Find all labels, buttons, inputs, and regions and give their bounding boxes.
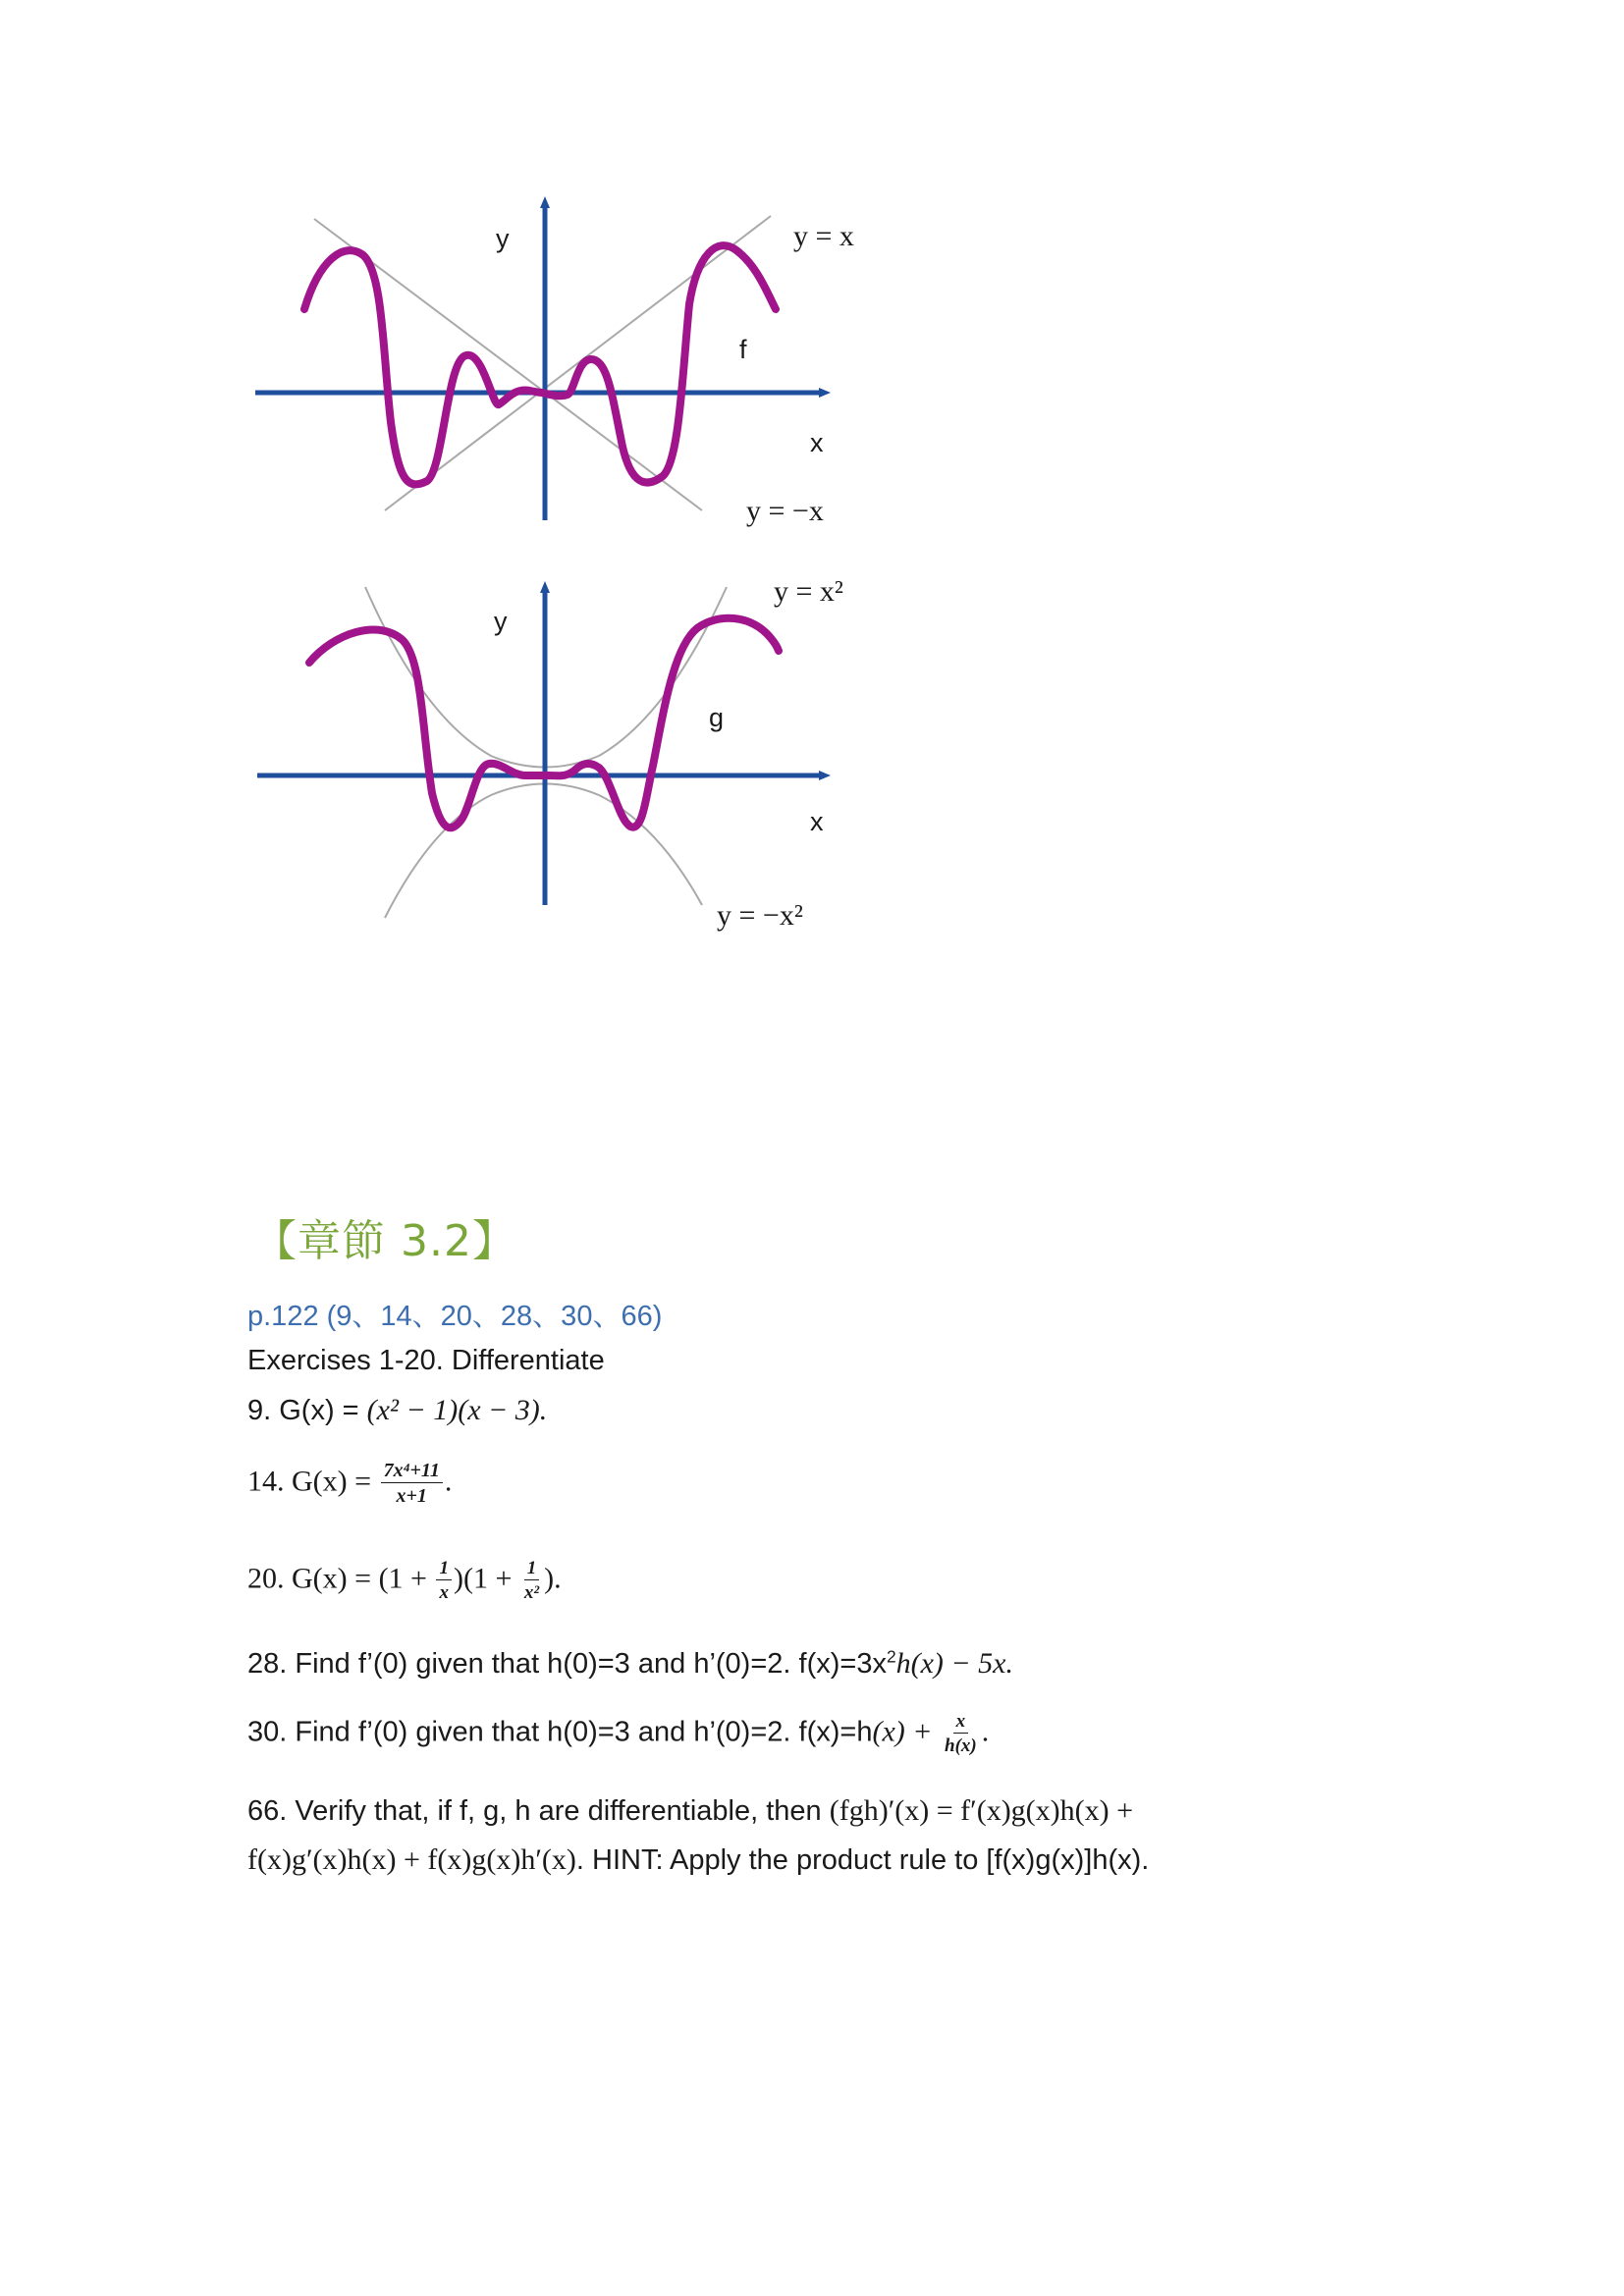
graph2-parab-pos-text: y = x² <box>774 575 843 608</box>
exercise-14-suffix: . <box>444 1465 453 1498</box>
exercise-20-prefix: 20. G(x) = (1 + <box>247 1562 435 1595</box>
x-axis-arrow-icon <box>819 388 831 398</box>
exercise-20-mid: )(1 + <box>453 1562 519 1595</box>
exercise-14-prefix: 14. G(x) = <box>247 1465 379 1498</box>
section-title: 【章節 3.2】 <box>253 1216 516 1266</box>
exercise-28 <box>247 1647 1013 1681</box>
graph2-parab-neg-label <box>717 899 803 932</box>
exercises-intro: Exercises 1-20. Differentiate <box>247 1345 605 1376</box>
exercise-20-f2-numerator: 1 <box>524 1559 540 1580</box>
exercise-20 <box>247 1559 562 1602</box>
graph2-y-label: y <box>494 607 508 636</box>
graph2-parab-neg-text: y = −x² <box>717 899 803 932</box>
exercise-30-text: 30. Find f’(0) given that h(0)=3 and h’(0)=2. f(x)=h <box>247 1716 873 1748</box>
exercise-28-expr: h(x) − 5x. <box>895 1647 1013 1680</box>
exercise-9-expr: (x² − 1)(x − 3). <box>366 1394 548 1426</box>
exercise-20-f1-numerator: 1 <box>436 1559 452 1580</box>
y-axis-arrow-icon <box>540 196 550 208</box>
graph2-parab-pos-label <box>774 575 843 608</box>
graph2-curve-label: g <box>709 703 725 732</box>
graph1-line-neg-label: y = −x <box>746 495 824 527</box>
exercise-66-math-2: f(x)g′(x)h(x) + f(x)g(x)h′(x) <box>247 1843 576 1876</box>
exercise-30-expr: (x) + <box>872 1715 940 1748</box>
pages-reference: p.122 (9、14、20、28、30、66) <box>247 1301 663 1332</box>
exercise-30-suffix: . <box>981 1715 990 1748</box>
graph1-line-pos-label: y = x <box>793 220 854 252</box>
exercise-20-suffix: ). <box>544 1562 562 1595</box>
exercise-14 <box>247 1461 452 1506</box>
exercise-20-f2-denominator: x² <box>523 1582 540 1603</box>
exercise-9 <box>247 1394 547 1427</box>
graph-f-between-lines <box>236 187 923 540</box>
exercise-20-f1-denominator: x <box>439 1582 449 1603</box>
exercise-30-numerator: x <box>953 1712 969 1734</box>
guide-line-y-equals-x <box>385 216 771 510</box>
graph2-x-label: x <box>810 807 824 836</box>
exercise-66-line-2 <box>247 1843 1149 1877</box>
exercise-66-math-1: (fgh)′(x) = f′(x)g(x)h(x) + <box>829 1794 1134 1827</box>
exercise-66-line-1 <box>247 1794 1133 1828</box>
exercise-66-text-1: 66. Verify that, if f, g, h are differentiable, then <box>247 1795 830 1827</box>
y-axis-arrow-icon <box>540 581 550 593</box>
graph1-curve-label: f <box>739 335 747 364</box>
exercise-30 <box>247 1712 989 1755</box>
exercise-28-text: 28. Find f’(0) given that h(0)=3 and h’(0)=2. f(x)=3x <box>247 1648 887 1680</box>
curve-f <box>304 245 776 484</box>
exercise-30-fraction <box>942 1712 980 1755</box>
exercise-14-fraction <box>381 1461 443 1506</box>
exercise-9-prefix: 9. G(x) = <box>247 1395 367 1426</box>
graph1-x-label: x <box>810 428 824 457</box>
exercise-28-sup: 2 <box>886 1646 896 1667</box>
exercise-20-fraction-1 <box>436 1559 452 1602</box>
exercise-66-text-2: . HINT: Apply the product rule to [f(x)g(x)]h(x). <box>575 1844 1150 1876</box>
exercise-20-fraction-2 <box>521 1559 542 1602</box>
graph1-y-label: y <box>496 224 510 253</box>
exercise-30-denominator: h(x) <box>945 1735 977 1756</box>
exercise-14-denominator: x+1 <box>396 1485 427 1507</box>
x-axis-arrow-icon <box>819 771 831 780</box>
exercise-14-numerator: 7x⁴+11 <box>381 1461 443 1483</box>
graph-g-between-parabolas <box>236 569 923 942</box>
